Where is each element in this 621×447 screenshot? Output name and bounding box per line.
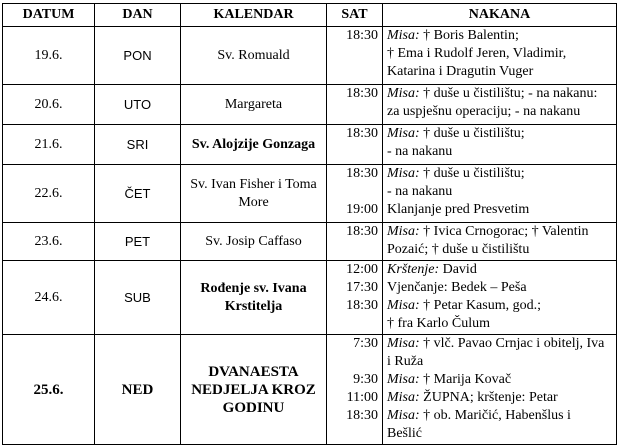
intention-text: † Marija Kovač — [419, 372, 512, 387]
row-date: 20.6. — [3, 85, 95, 125]
row-times — [327, 85, 383, 125]
intention-line: Klanjanje pred Presvetim — [387, 202, 530, 217]
schedule-row — [3, 165, 617, 223]
row-times — [327, 125, 383, 165]
time-entry: 18:30 — [346, 298, 378, 313]
intention-line: † Ema i Rudolf Jeren, Vladimir, — [387, 46, 567, 61]
intention-label: Misa: — [387, 408, 420, 423]
schedule-row — [3, 27, 617, 85]
time-entry: 18:30 — [346, 166, 378, 181]
intention-line — [387, 297, 612, 315]
schedule-row — [3, 223, 617, 261]
row-calendar: Sv. Josip Caffaso — [181, 223, 327, 261]
intention-line: Bešlić — [387, 426, 422, 441]
intention-label: Misa: — [387, 390, 420, 405]
time-entry: 12:00 — [346, 262, 378, 277]
header-day: DAN — [95, 4, 181, 27]
intention-text: † duše u čistilištu; — [419, 166, 525, 181]
row-intention — [383, 85, 617, 125]
row-date: 22.6. — [3, 165, 95, 223]
intention-text: † duše u čistilištu; - na nakanu: — [419, 86, 598, 101]
header-calendar: KALENDAR — [181, 4, 327, 27]
row-times — [327, 261, 383, 335]
header-time: SAT — [327, 4, 383, 27]
row-times — [327, 165, 383, 223]
intention-line: † fra Karlo Čulum — [387, 316, 491, 331]
row-day: ČET — [95, 165, 181, 223]
time-entry: 9:30 — [353, 372, 378, 387]
intention-text: † vlč. Pavao Crnjac i obitelj, Iva — [419, 336, 605, 351]
time-entry: 7:30 — [353, 336, 378, 351]
row-calendar: Margareta — [181, 85, 327, 125]
intention-text: ŽUPNA; krštenje: Petar — [419, 390, 558, 405]
intention-line: Pozaić; † duše u čistilištu — [387, 242, 530, 257]
intention-line — [387, 407, 612, 425]
intention-label: Misa: — [387, 86, 420, 101]
header-intention: NAKANA — [383, 4, 617, 27]
row-intention — [383, 335, 617, 445]
intention-line: Vjenčanje: Bedek – Peša — [387, 280, 527, 295]
time-entry: 18:30 — [346, 28, 378, 43]
intention-text: † Boris Balentin; — [419, 28, 519, 43]
intention-label: Misa: — [387, 372, 420, 387]
row-calendar: Sv. Ivan Fisher i Toma More — [181, 165, 327, 223]
row-date: 19.6. — [3, 27, 95, 85]
intention-text: † Ivica Crnogorac; † Valentin — [419, 224, 589, 239]
intention-line — [387, 27, 612, 45]
row-date: 21.6. — [3, 125, 95, 165]
row-times — [327, 335, 383, 445]
schedule-row — [3, 125, 617, 165]
time-entry: 18:30 — [346, 126, 378, 141]
row-date: 24.6. — [3, 261, 95, 335]
row-day: PET — [95, 223, 181, 261]
intention-line — [387, 389, 612, 407]
intention-label: Misa: — [387, 336, 420, 351]
time-entry: 17:30 — [346, 280, 378, 295]
row-day: SUB — [95, 261, 181, 335]
row-date: 23.6. — [3, 223, 95, 261]
row-times — [327, 27, 383, 85]
row-intention — [383, 125, 617, 165]
row-day: UTO — [95, 85, 181, 125]
row-day: PON — [95, 27, 181, 85]
intention-line — [387, 125, 612, 143]
intention-text: † Petar Kasum, god.; — [419, 298, 541, 313]
intention-label: Misa: — [387, 224, 420, 239]
intention-label: Misa: — [387, 28, 420, 43]
intention-label: Misa: — [387, 126, 420, 141]
row-calendar: Sv. Romuald — [181, 27, 327, 85]
intention-line — [387, 335, 612, 353]
time-entry: 18:30 — [346, 408, 378, 423]
row-calendar: Rođenje sv. Ivana Krstitelja — [181, 261, 327, 335]
header-date: DATUM — [3, 4, 95, 27]
row-intention — [383, 27, 617, 85]
schedule-row — [3, 85, 617, 125]
schedule-table — [2, 3, 617, 445]
intention-line: za uspješnu operaciju; - na nakanu — [387, 104, 581, 119]
row-times — [327, 223, 383, 261]
schedule-row — [3, 261, 617, 335]
row-calendar: DVANAESTA NEDJELJA KROZ GODINU — [181, 335, 327, 445]
time-entry: 19:00 — [346, 202, 378, 217]
intention-line — [387, 223, 612, 241]
intention-line — [387, 165, 612, 183]
intention-text: † ob. Maričić, Habenšlus i — [419, 408, 571, 423]
row-intention — [383, 223, 617, 261]
schedule-row — [3, 335, 617, 445]
intention-line: - na nakanu — [387, 144, 453, 159]
intention-line — [387, 85, 612, 103]
intention-label: Misa: — [387, 166, 420, 181]
row-date: 25.6. — [3, 335, 95, 445]
intention-line — [387, 371, 612, 389]
intention-text: † duše u čistilištu; — [419, 126, 525, 141]
intention-line: - na nakanu — [387, 184, 453, 199]
intention-label: Krštenje: — [387, 262, 440, 277]
intention-text: David — [439, 262, 477, 277]
intention-line — [387, 261, 612, 279]
row-calendar: Sv. Alojzije Gonzaga — [181, 125, 327, 165]
row-day: NED — [95, 335, 181, 445]
row-day: SRI — [95, 125, 181, 165]
time-entry: 18:30 — [346, 224, 378, 239]
intention-line: i Ruža — [387, 354, 424, 369]
header-row — [3, 4, 617, 27]
row-intention — [383, 165, 617, 223]
time-entry: 18:30 — [346, 86, 378, 101]
row-intention — [383, 261, 617, 335]
intention-line: Katarina i Dragutin Vuger — [387, 64, 534, 79]
intention-label: Misa: — [387, 298, 420, 313]
time-entry: 11:00 — [346, 390, 378, 405]
